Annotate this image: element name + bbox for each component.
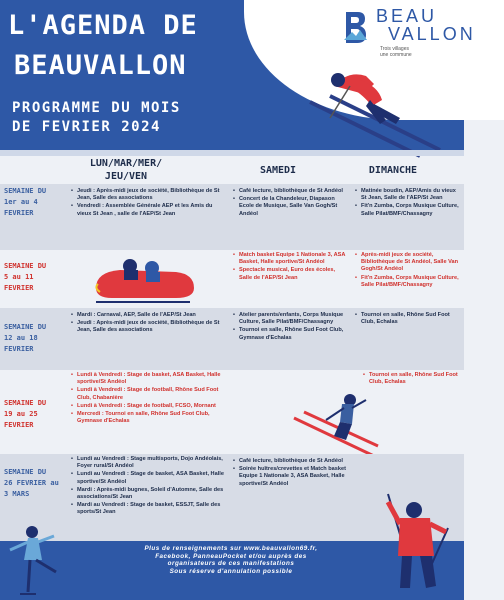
event-item: • Café lecture, bibliothèque de St Andéol [232,458,352,465]
figure-skater-icon [2,520,62,600]
event-item: • Soirée huîtres/crevettes et Match basket Equipe 1 Nationale 3, ASA Basket, Halle sportive/St Andéol [232,466,352,488]
event-item: • Lundi à Vendredi : Stage de basket, ASA Basket, Halle sportive/St Andéol [70,372,230,386]
week-1-sunday-list [354,188,460,219]
event-item: • Jeudi : Après-midi jeux de société, Bibliothèque de St Jean, Salle des associations [70,188,222,202]
week-label-4-line2: 19 au 25 [4,410,38,418]
week-4-sunday-list [362,372,460,387]
week-label-2-line1: SEMAINE DU [4,262,47,270]
week-2-sunday-list [354,252,460,290]
week-label-5-line2: 26 FEVRIER au [4,479,59,487]
week-5-saturday-list [232,458,352,489]
event-item: • Après-midi jeux de société, Bibliothèque de St Andéol, Salle Van Gogh/St Andéol [354,252,460,274]
event-item: • Mardi : Carnaval, AEP, Salle de l'AEP/St Jean [70,312,224,319]
week-label-1-line2: 1er au 4 [4,198,38,206]
skier-icon [300,60,460,160]
week-label-4 [4,398,62,431]
event-item: • Tournoi en salle, Rhône Sud Foot Club, Echalas [354,312,460,326]
page-title-line2: BEAUVALLON [14,50,187,81]
event-item: • Mardi : Après-midi bugnes, Soleil d'Automne, Salle des associations/St Jean [70,487,228,501]
event-item: • Café lecture, bibliothèque de St Andéol [232,188,344,195]
week-label-3-line1: SEMAINE DU [4,323,47,331]
logo-mark-icon [342,10,368,46]
week-1-weekday-list [70,188,222,219]
event-item: • Lundi à Vendredi : Stage de football, Rhône Sud Foot Club, Chabanière [70,387,230,401]
week-label-5-line3: 3 MARS [4,490,30,498]
week-3-sunday-list [354,312,460,327]
page-header [0,0,476,150]
event-item: • Fit'n Zumba, Corps Musique Culture, Salle Pilat/BMF/Chassagny [354,275,460,289]
event-item: • Lundi à Vendredi : Stage de football, FCSO, Mornant [70,403,230,410]
event-item: • Matinée boudin, AEP/Amis du vieux St Jean, Salle de l'AEP/St Jean [354,188,460,202]
event-item: • Atelier parents/enfants, Corps Musique Culture, Salle Pilat/BMF/Chassagny [232,312,348,326]
week-label-3 [4,322,62,355]
week-2-saturday-list [232,252,348,283]
footer-line1: Plus de renseignements sur www.beauvallon69.fr, [144,545,318,552]
column-header-weekdays [68,157,184,183]
logo-tagline [380,46,440,58]
footer-line2: Facebook, PanneauPocket et/ou auprès des [155,552,307,560]
ski-jumper-icon [290,390,380,460]
logo-name-line2: VALLON [388,24,476,44]
page-subtitle-line1: PROGRAMME DU MOIS [12,100,181,116]
week-label-1-line1: SEMAINE DU [4,187,47,195]
event-item: • Match basket Equipe 1 Nationale 3, ASA Basket, Halle sportive/St Andéol [232,252,348,266]
event-item: • Lundi au Vendredi : Stage de basket, ASA Basket, Halle sportive/St Andéol [70,471,228,485]
event-item: • Vendredi : Assemblée Générale AEP et les Amis du vieux St Jean , salle de l'AEP/St Jean [70,203,222,217]
week-label-5-line1: SEMAINE DU [4,468,47,476]
week-5-weekday-list [70,456,228,518]
page-title-line1: L'AGENDA DE [8,10,198,41]
column-header-saturday: SAMEDI [259,165,297,176]
footer-line4: Sous réserve d'annulation possible [169,567,293,575]
week-3-saturday-list [232,312,348,343]
event-item: • Tournoi en salle, Rhône Sud Foot Club, Gymnase d'Echalas [232,327,348,341]
event-item: • Mardi au Vendredi : Stage de basket, ESSJT, Salle des sports/St Jean [70,502,228,516]
event-item: • Jeudi : Après-midi jeux de société, Bibliothèque de St Jean, Salle des associations [70,320,224,334]
footer-info [96,545,366,575]
event-item: • Concert de la Chandeleur, Diapason Ecole de Musique, Salle Van Gogh/St Andéol [232,196,344,218]
bobsleigh-icon [90,254,200,310]
week-label-5 [4,467,70,500]
logo-tagline-line2: une commune [380,52,412,58]
week-4-weekday-list [70,372,230,426]
week-1-saturday-list [232,188,344,219]
logo-tagline-line1: Trois villages [380,46,409,52]
column-header-weekdays-line1: LUN/MAR/MER/ [89,158,163,169]
page-subtitle-line2: DE FEVRIER 2024 [12,119,161,135]
week-3-weekday-list [70,312,224,336]
footer-line3: organisateurs de ces manifestations [167,560,295,568]
event-item: • Tournoi en salle, Rhône Sud Foot Club, Echalas [362,372,460,386]
week-label-3-line2: 12 au 18 [4,334,38,342]
column-header-weekdays-line2: JEU/VEN [104,171,148,182]
hockey-player-icon [370,488,460,600]
week-label-4-line3: FEVRIER [4,421,34,429]
event-item: • Mercredi : Tournoi en salle, Rhône Sud Foot Club, Gymnase d'Echalas [70,411,230,425]
week-label-2-line3: FEVRIER [4,284,34,292]
event-item: • Lundi au Vendredi : Stage multisports, Dojo Andéolais, Foyer rural/St Andéol [70,456,228,470]
week-label-3-line3: FEVRIER [4,345,34,353]
header-divider [0,150,464,156]
event-item: • Fit'n Zumba, Corps Musique Culture, Salle Pilat/BMF/Chassagny [354,203,460,217]
week-label-1 [4,186,62,219]
week-label-2-line2: 5 au 11 [4,273,34,281]
event-item: • Spectacle musical, Euro des écoles, Salle de l'AEP/St Jean [232,267,348,281]
week-label-2 [4,261,62,294]
logo-name-line1: BEAU [376,6,438,26]
week-label-4-line1: SEMAINE DU [4,399,47,407]
week-label-1-line3: FEVRIER [4,209,34,217]
column-header-sunday: DIMANCHE [368,165,418,176]
